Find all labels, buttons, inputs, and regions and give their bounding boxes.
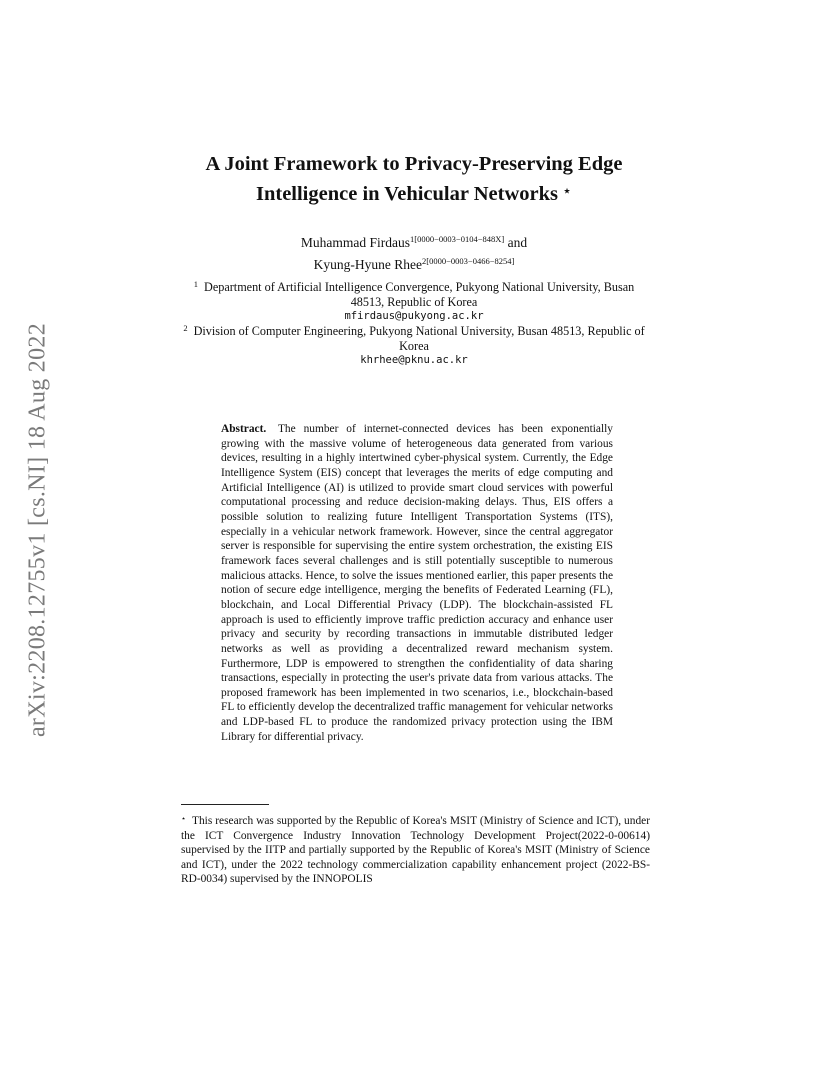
affiliation-text: Division of Computer Engineering, Pukyong National University, Busan 48513, Republic of Korea (193, 324, 645, 353)
footnote-text: This research was supported by the Republic of Korea's MSIT (Ministry of Science and ICT), under the ICT Convergence Industry Innovation Technology Development Project(2022-0-00614) supervised by the IITP and partially supported by the Republic of Korea's MSIT (Ministry of Science and ICT), under the 2022 technology commercialization capability enhancement project (2022-BS-RD-0034) supervised by the INNOPOLIS (181, 815, 650, 886)
paper-title-block (180, 150, 648, 208)
author-list (180, 230, 648, 274)
author-orcid: [0000−0003−0466−8254] (426, 256, 515, 266)
footnote-rule (181, 804, 269, 805)
footnote-mark: ⋆ (181, 814, 187, 823)
affiliation-num: 1 (193, 279, 199, 289)
arxiv-sidebar-id: arXiv:2208.12755v1 [cs.NI] 18 Aug 2022 (24, 322, 51, 738)
author-line (180, 252, 648, 274)
footnote (181, 812, 650, 887)
affiliation-email[interactable]: mfirdaus@pukyong.ac.kr (344, 310, 484, 322)
author-line (180, 230, 648, 252)
affiliation-text: Department of Artificial Intelligence Convergence, Pukyong National University, Busan 48513, Republic of Korea (204, 280, 635, 309)
affiliation-text-block (180, 277, 648, 309)
author-name: Muhammad Firdaus (300, 235, 411, 250)
title-footnote-mark: ⋆ (561, 183, 572, 200)
abstract (221, 422, 613, 744)
author-name: Kyung-Hyune Rhee (313, 257, 423, 272)
author-affil-num: 2 (422, 256, 427, 266)
author-affil-num: 1 (410, 234, 415, 244)
author-separator: and (504, 235, 528, 250)
abstract-label: Abstract. (221, 423, 267, 435)
paper-title: A Joint Framework to Privacy-Preserving Edge Intelligence in Vehicular Networks (205, 153, 623, 205)
affiliation-1 (180, 277, 648, 324)
affiliation-email[interactable]: khrhee@pknu.ac.kr (360, 354, 468, 366)
affiliation-2 (180, 321, 648, 368)
affiliation-text-block (180, 321, 648, 353)
author-orcid: [0000−0003−0104−848X] (414, 234, 505, 244)
abstract-text: The number of internet-connected devices has been exponentially growing with the massive volume of heterogeneous data generated from various devices, resulting in a highly intertwined cyber-physical system. Currently, the Edge Intelligence System (EIS) concept that leverages the merits of edge computing and Artificial Intelligence (AI) is utilized to provide smart cloud services with powerful computational processing and reduce decision-making delays. Thus, EIS offers a possible solution to realizing future Intelligent Transportation Systems (ITS), especially in a vehicular network framework. However, since the central aggregator server is responsible for supervising the entire system orchestration, the existing EIS framework faces several challenges and is still potentially susceptible to numerous malicious attacks. Hence, to solve the issues mentioned earlier, this paper presents the notion of secure edge intelligence, merging the benefits of Federated Learning (FL), blockchain, and Local Differential Privacy (LDP). The blockchain-assisted FL approach is used to efficiently improve traffic prediction accuracy and enhance user privacy and security by recording transactions in immutable distributed ledger networks as well as providing a decentralized reward mechanism system. Furthermore, LDP is empowered to strengthen the confidentiality of data sharing transactions, especially in protecting the user's private data from various attacks. The proposed framework has been implemented in two scenarios, i.e., blockchain-based FL to efficiently develop the decentralized traffic management for vehicular networks and LDP-based FL to produce the randomized privacy protection using the IBM Library for differential privacy. (221, 423, 613, 743)
affiliation-num: 2 (183, 323, 188, 333)
